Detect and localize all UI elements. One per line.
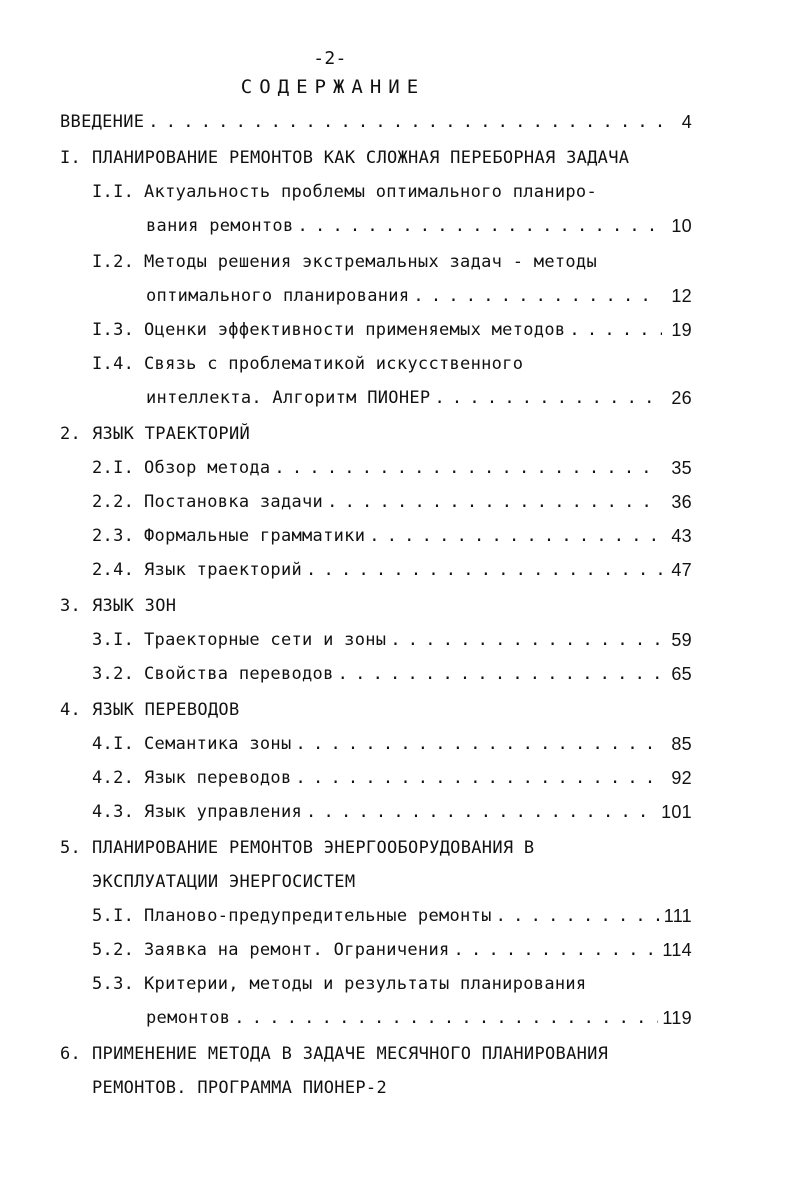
- section-number: I.3.: [92, 320, 135, 340]
- chapter-title: ПЛАНИРОВАНИЕ РЕМОНТОВ КАК СЛОЖНАЯ ПЕРЕБОРНАЯ ЗАДАЧА: [92, 148, 630, 168]
- toc-page-number: 85: [671, 734, 692, 754]
- toc-page-number: 43: [671, 526, 692, 546]
- toc-section-1-4: [92, 350, 692, 378]
- page-title: СОДЕРЖАНИЕ: [240, 76, 426, 98]
- toc-page-number: 19: [671, 320, 692, 340]
- section-number: 5.2.: [92, 940, 135, 960]
- toc-section-5-3-cont: [146, 1004, 692, 1032]
- toc-section-2-4: [92, 556, 692, 584]
- toc-section-4-1: [92, 730, 692, 758]
- toc-page-number: 47: [671, 560, 692, 580]
- section-title: Планово-предупредительные ремонты: [144, 906, 492, 926]
- toc-page-number: 59: [671, 630, 692, 650]
- section-title: Актуальность проблемы оптимального планиро-: [144, 182, 597, 202]
- dot-leader: [296, 730, 663, 758]
- toc-section-3-2: [92, 660, 692, 688]
- toc-chapter-6: [60, 1040, 692, 1068]
- section-title: Заявка на ремонт. Ограничения: [144, 940, 450, 960]
- toc-section-1-1: [92, 178, 692, 206]
- toc-section-1-4-cont: [146, 384, 692, 412]
- section-title-cont: ремонтов: [146, 1008, 231, 1028]
- chapter-title-cont: ЭКСПЛУАТАЦИИ ЭНЕРГОСИСТЕМ: [92, 872, 356, 892]
- section-number: 2.4.: [92, 560, 135, 580]
- chapter-title: ПРИМЕНЕНИЕ МЕТОДА В ЗАДАЧЕ МЕСЯЧНОГО ПЛАНИРОВАНИЯ: [92, 1044, 609, 1064]
- section-title: Критерии, методы и результаты планирования: [144, 974, 587, 994]
- dot-leader: [496, 902, 660, 930]
- dot-leader: [434, 384, 662, 412]
- dot-leader: [369, 522, 662, 550]
- section-number: 4.2.: [92, 768, 135, 788]
- page-number: -2-: [313, 48, 347, 69]
- toc-section-1-2-cont: [146, 282, 692, 310]
- section-number: 4.I.: [92, 734, 135, 754]
- section-title: Язык управления: [144, 802, 303, 822]
- section-number: 2.3.: [92, 526, 135, 546]
- toc-chapter-6-cont: [92, 1074, 724, 1102]
- toc-chapter-5: [60, 834, 692, 862]
- section-number: 5.3.: [92, 974, 135, 994]
- section-number: 2.2.: [92, 492, 135, 512]
- dot-leader: [148, 108, 662, 136]
- toc-section-5-2: [92, 936, 692, 964]
- dot-leader: [298, 212, 663, 240]
- dot-leader: [390, 626, 662, 654]
- toc-page-number: 35: [671, 458, 692, 478]
- toc-page-number: 26: [671, 388, 692, 408]
- section-title: Свойства переводов: [144, 664, 334, 684]
- toc-section-4-3: [92, 798, 692, 826]
- toc-section-3-1: [92, 626, 692, 654]
- toc-entry-title: ВВЕДЕНИЕ: [60, 112, 145, 132]
- toc-chapter-1: [60, 144, 692, 172]
- section-number: 3.I.: [92, 630, 135, 650]
- section-number: I.4.: [92, 354, 135, 374]
- toc-section-1-3: [92, 316, 692, 344]
- toc-chapter-2: [60, 420, 692, 448]
- dot-leader: [306, 798, 657, 826]
- dot-leader: [234, 1004, 658, 1032]
- section-title: Оценки эффективности применяемых методов: [144, 320, 566, 340]
- toc-chapter-3: [60, 592, 692, 620]
- dot-leader: [296, 764, 663, 792]
- section-title: Постановка задачи: [144, 492, 324, 512]
- toc-section-5-1: [92, 902, 692, 930]
- section-title: Связь с проблематикой искусственного: [144, 354, 524, 374]
- chapter-title-cont: РЕМОНТОВ. ПРОГРАММА ПИОНЕР-2: [92, 1078, 387, 1098]
- section-number: 3.2.: [92, 664, 135, 684]
- dot-leader: [454, 936, 659, 964]
- section-number: 4.3.: [92, 802, 135, 822]
- toc-page-number: 36: [671, 492, 692, 512]
- chapter-title: ЯЗЫК ТРАЕКТОРИЙ: [92, 424, 251, 444]
- chapter-number: I.: [60, 148, 82, 168]
- toc-page-number: 10: [671, 216, 692, 236]
- toc-page-number: 92: [671, 768, 692, 788]
- section-number: I.I.: [92, 182, 135, 202]
- chapter-number: 2.: [60, 424, 82, 444]
- section-number: 5.I.: [92, 906, 135, 926]
- toc-section-2-3: [92, 522, 692, 550]
- section-title: Траекторные сети и зоны: [144, 630, 387, 650]
- toc-page-number: 101: [661, 802, 692, 822]
- toc-section-1-1-cont: [146, 212, 692, 240]
- toc-page-number: 65: [671, 664, 692, 684]
- section-title: Семантика зоны: [144, 734, 292, 754]
- dot-leader: [327, 488, 662, 516]
- toc-section-5-3: [92, 970, 692, 998]
- section-title: Методы решения экстремальных задач - методы: [144, 252, 597, 272]
- toc-section-2-2: [92, 488, 692, 516]
- section-title-cont: оптимального планирования: [146, 286, 410, 306]
- chapter-number: 3.: [60, 596, 82, 616]
- toc-chapter-4: [60, 696, 692, 724]
- section-number: 2.I.: [92, 458, 135, 478]
- chapter-number: 4.: [60, 700, 82, 720]
- toc-page-number: 119: [662, 1008, 692, 1028]
- dot-leader: [413, 282, 662, 310]
- toc-page-number: 12: [671, 286, 692, 306]
- toc-chapter-5-cont: [92, 868, 724, 896]
- toc-page-number: 114: [662, 940, 692, 960]
- chapter-number: 5.: [60, 838, 82, 858]
- section-title: Обзор метода: [144, 458, 271, 478]
- chapter-title: ЯЗЫК ПЕРЕВОДОВ: [92, 700, 240, 720]
- toc-entry-intro: [60, 108, 692, 136]
- toc-page-number: 4: [681, 112, 692, 132]
- toc-section-1-2: [92, 248, 692, 276]
- section-title: Язык траекторий: [144, 560, 303, 580]
- toc-page-number: 111: [663, 906, 692, 926]
- chapter-number: 6.: [60, 1044, 82, 1064]
- dot-leader: [569, 316, 662, 344]
- chapter-title: ПЛАНИРОВАНИЕ РЕМОНТОВ ЭНЕРГООБОРУДОВАНИЯ В: [92, 838, 535, 858]
- section-title-cont: интеллекта. Алгоритм ПИОНЕР: [146, 388, 431, 408]
- toc-section-2-1: [92, 454, 692, 482]
- section-title: Формальные грамматики: [144, 526, 366, 546]
- dot-leader: [306, 556, 662, 584]
- section-title-cont: вания ремонтов: [146, 216, 294, 236]
- section-title: Язык переводов: [144, 768, 292, 788]
- chapter-title: ЯЗЫК ЗОН: [92, 596, 177, 616]
- section-number: I.2.: [92, 252, 135, 272]
- toc-section-4-2: [92, 764, 692, 792]
- dot-leader: [338, 660, 662, 688]
- dot-leader: [274, 454, 662, 482]
